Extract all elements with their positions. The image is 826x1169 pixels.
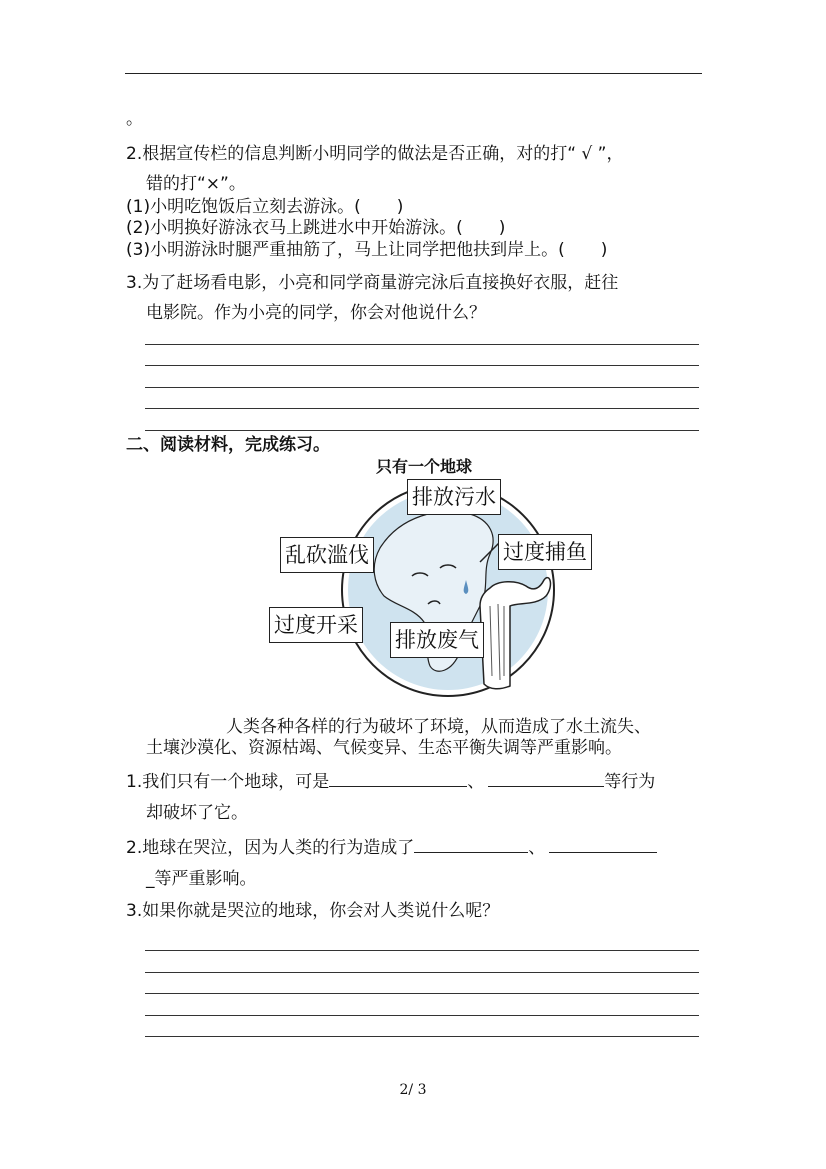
header-rule [125, 73, 702, 74]
answer-line[interactable] [145, 430, 699, 431]
page-number: 2/ 3 [399, 1082, 427, 1098]
blank-2[interactable] [488, 770, 604, 787]
answer-line[interactable] [145, 972, 699, 973]
blank-4[interactable] [549, 836, 657, 853]
question-2-line-1: 2.根据宣传栏的信息判断小明同学的做法是否正确，对的打“ √ ”， [126, 144, 624, 164]
reading-question-1-line-2: 却破坏了它。 [146, 803, 248, 823]
blank-1[interactable] [329, 770, 467, 787]
tag-overfishing: 过度捕鱼 [498, 534, 592, 570]
answer-line[interactable] [145, 993, 699, 994]
answer-line[interactable] [145, 1036, 699, 1037]
answer-line[interactable] [145, 387, 699, 388]
question-2-item-1: (1)小明吃饱饭后立刻去游泳。( ) [126, 197, 404, 217]
question-2-item-3: (3)小明游泳时腿严重抽筋了，马上让同学把他扶到岸上。( ) [126, 240, 608, 260]
tag-exhaust-emission: 排放废气 [390, 622, 484, 658]
passage-line-1: 人类各种各样的行为破坏了环境，从而造成了水土流失、 [226, 717, 651, 737]
reading-question-3: 3.如果你就是哭泣的地球，你会对人类说什么呢？ [126, 901, 500, 921]
answer-line[interactable] [145, 344, 699, 345]
answer-line[interactable] [145, 365, 699, 366]
question-2-line-2: 错的打“×”。 [146, 174, 246, 194]
tag-deforestation: 乱砍滥伐 [280, 537, 374, 573]
reading-question-2-line-2: _等严重影响。 [146, 869, 257, 889]
question-2-item-2: (2)小明换好游泳衣马上跳进水中开始游泳。( ) [126, 218, 506, 238]
tag-discharging-sewage: 排放污水 [407, 479, 501, 515]
question-3-line-1: 3.为了赶场看电影，小亮和同学商量游完泳后直接换好衣服，赶往 [126, 273, 619, 293]
passage-line-2: 土壤沙漠化、资源枯竭、气候变异、生态平衡失调等严重影响。 [146, 738, 622, 758]
section-2-heading: 二、阅读材料，完成练习。 [126, 435, 330, 455]
answer-line[interactable] [145, 408, 699, 409]
answer-line[interactable] [145, 1015, 699, 1016]
reading-question-2-line-1: 2.地球在哭泣，因为人类的行为造成了 、 [126, 836, 657, 859]
reading-question-1-line-1: 1.我们只有一个地球，可是 、 等行为 [126, 772, 656, 792]
question-3-line-2: 电影院。作为小亮的同学，你会对他说什么？ [146, 303, 486, 323]
trailing-mark: 。 [126, 109, 143, 129]
blank-3[interactable] [414, 836, 528, 853]
picture-title: 只有一个地球 [376, 457, 473, 476]
answer-line[interactable] [145, 950, 699, 951]
tag-overmining: 过度开采 [269, 607, 363, 643]
